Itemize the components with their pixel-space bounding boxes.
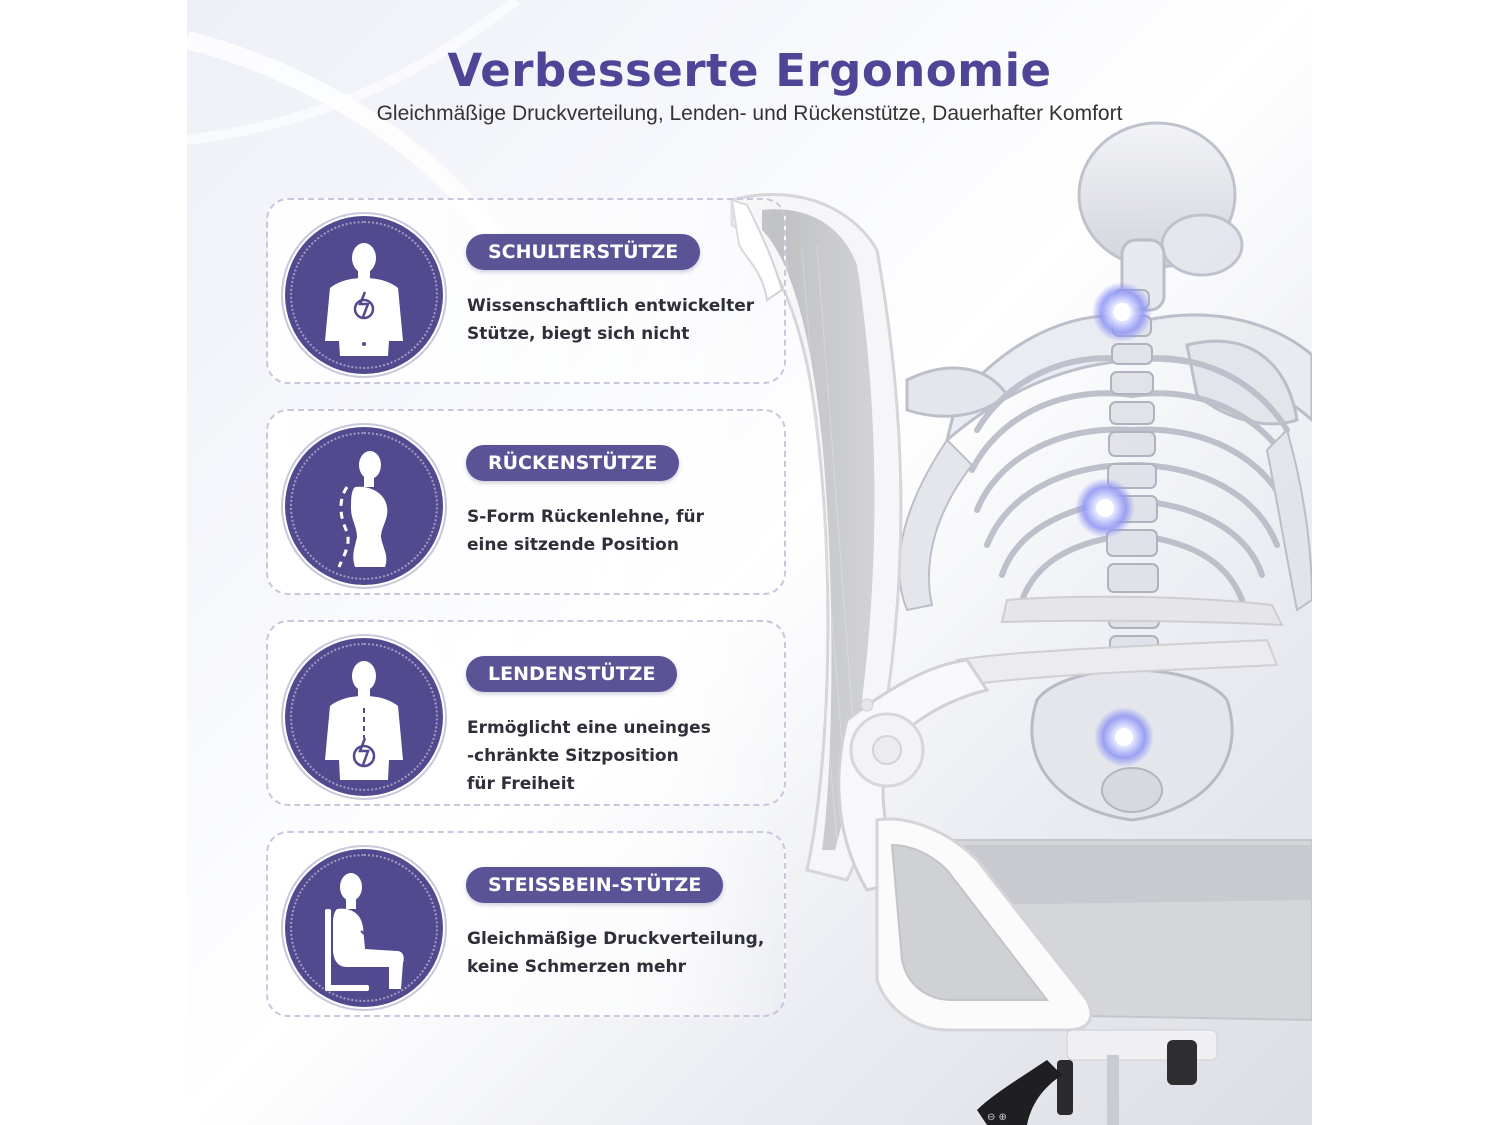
page-title: Verbesserte Ergonomie (447, 44, 1052, 97)
feature-description-line: Wissenschaftlich entwickelter (467, 296, 755, 316)
back-support-icon (285, 427, 443, 585)
chair-seat (877, 819, 1312, 1030)
feature-card-lumbar (266, 620, 786, 806)
page-subtitle: Gleichmäßige Druckverteilung, Lenden- und Rückenstütze, Dauerhafter Komfort (376, 102, 1123, 125)
feature-description-line: Gleichmäßige Druckverteilung, (467, 929, 765, 949)
feature-description-line: eine sitzende Position (467, 535, 679, 555)
tailbone-support-icon (285, 849, 443, 1007)
lumbar-support-icon (285, 638, 443, 796)
feature-description-line: keine Schmerzen mehr (467, 957, 686, 977)
shoulder-support-icon (285, 216, 443, 374)
feature-label: SCHULTERSTÜTZE (466, 234, 700, 270)
chair-base (977, 1030, 1217, 1125)
feature-description-line: Ermöglicht eine uneinges (467, 718, 711, 738)
feature-description (467, 925, 767, 981)
feature-description-line: Stütze, biegt sich nicht (467, 324, 690, 344)
feature-description-line: S-Form Rückenlehne, für (467, 507, 705, 527)
feature-description-line: für Freiheit (467, 774, 575, 794)
product-banner (187, 0, 1312, 1125)
feature-description (467, 714, 767, 798)
feature-card-back (266, 409, 786, 595)
feature-card-shoulder (266, 198, 786, 384)
feature-card-tailbone (266, 831, 786, 1017)
feature-description (467, 503, 767, 559)
svg-text:⊖ ⊕: ⊖ ⊕ (987, 1112, 1007, 1123)
feature-label: STEISSBEIN-STÜTZE (466, 867, 723, 903)
feature-label: RÜCKENSTÜTZE (466, 445, 679, 481)
feature-description-line: -chränkte Sitzposition (467, 746, 679, 766)
feature-description (467, 292, 767, 348)
feature-label: LENDENSTÜTZE (466, 656, 677, 692)
